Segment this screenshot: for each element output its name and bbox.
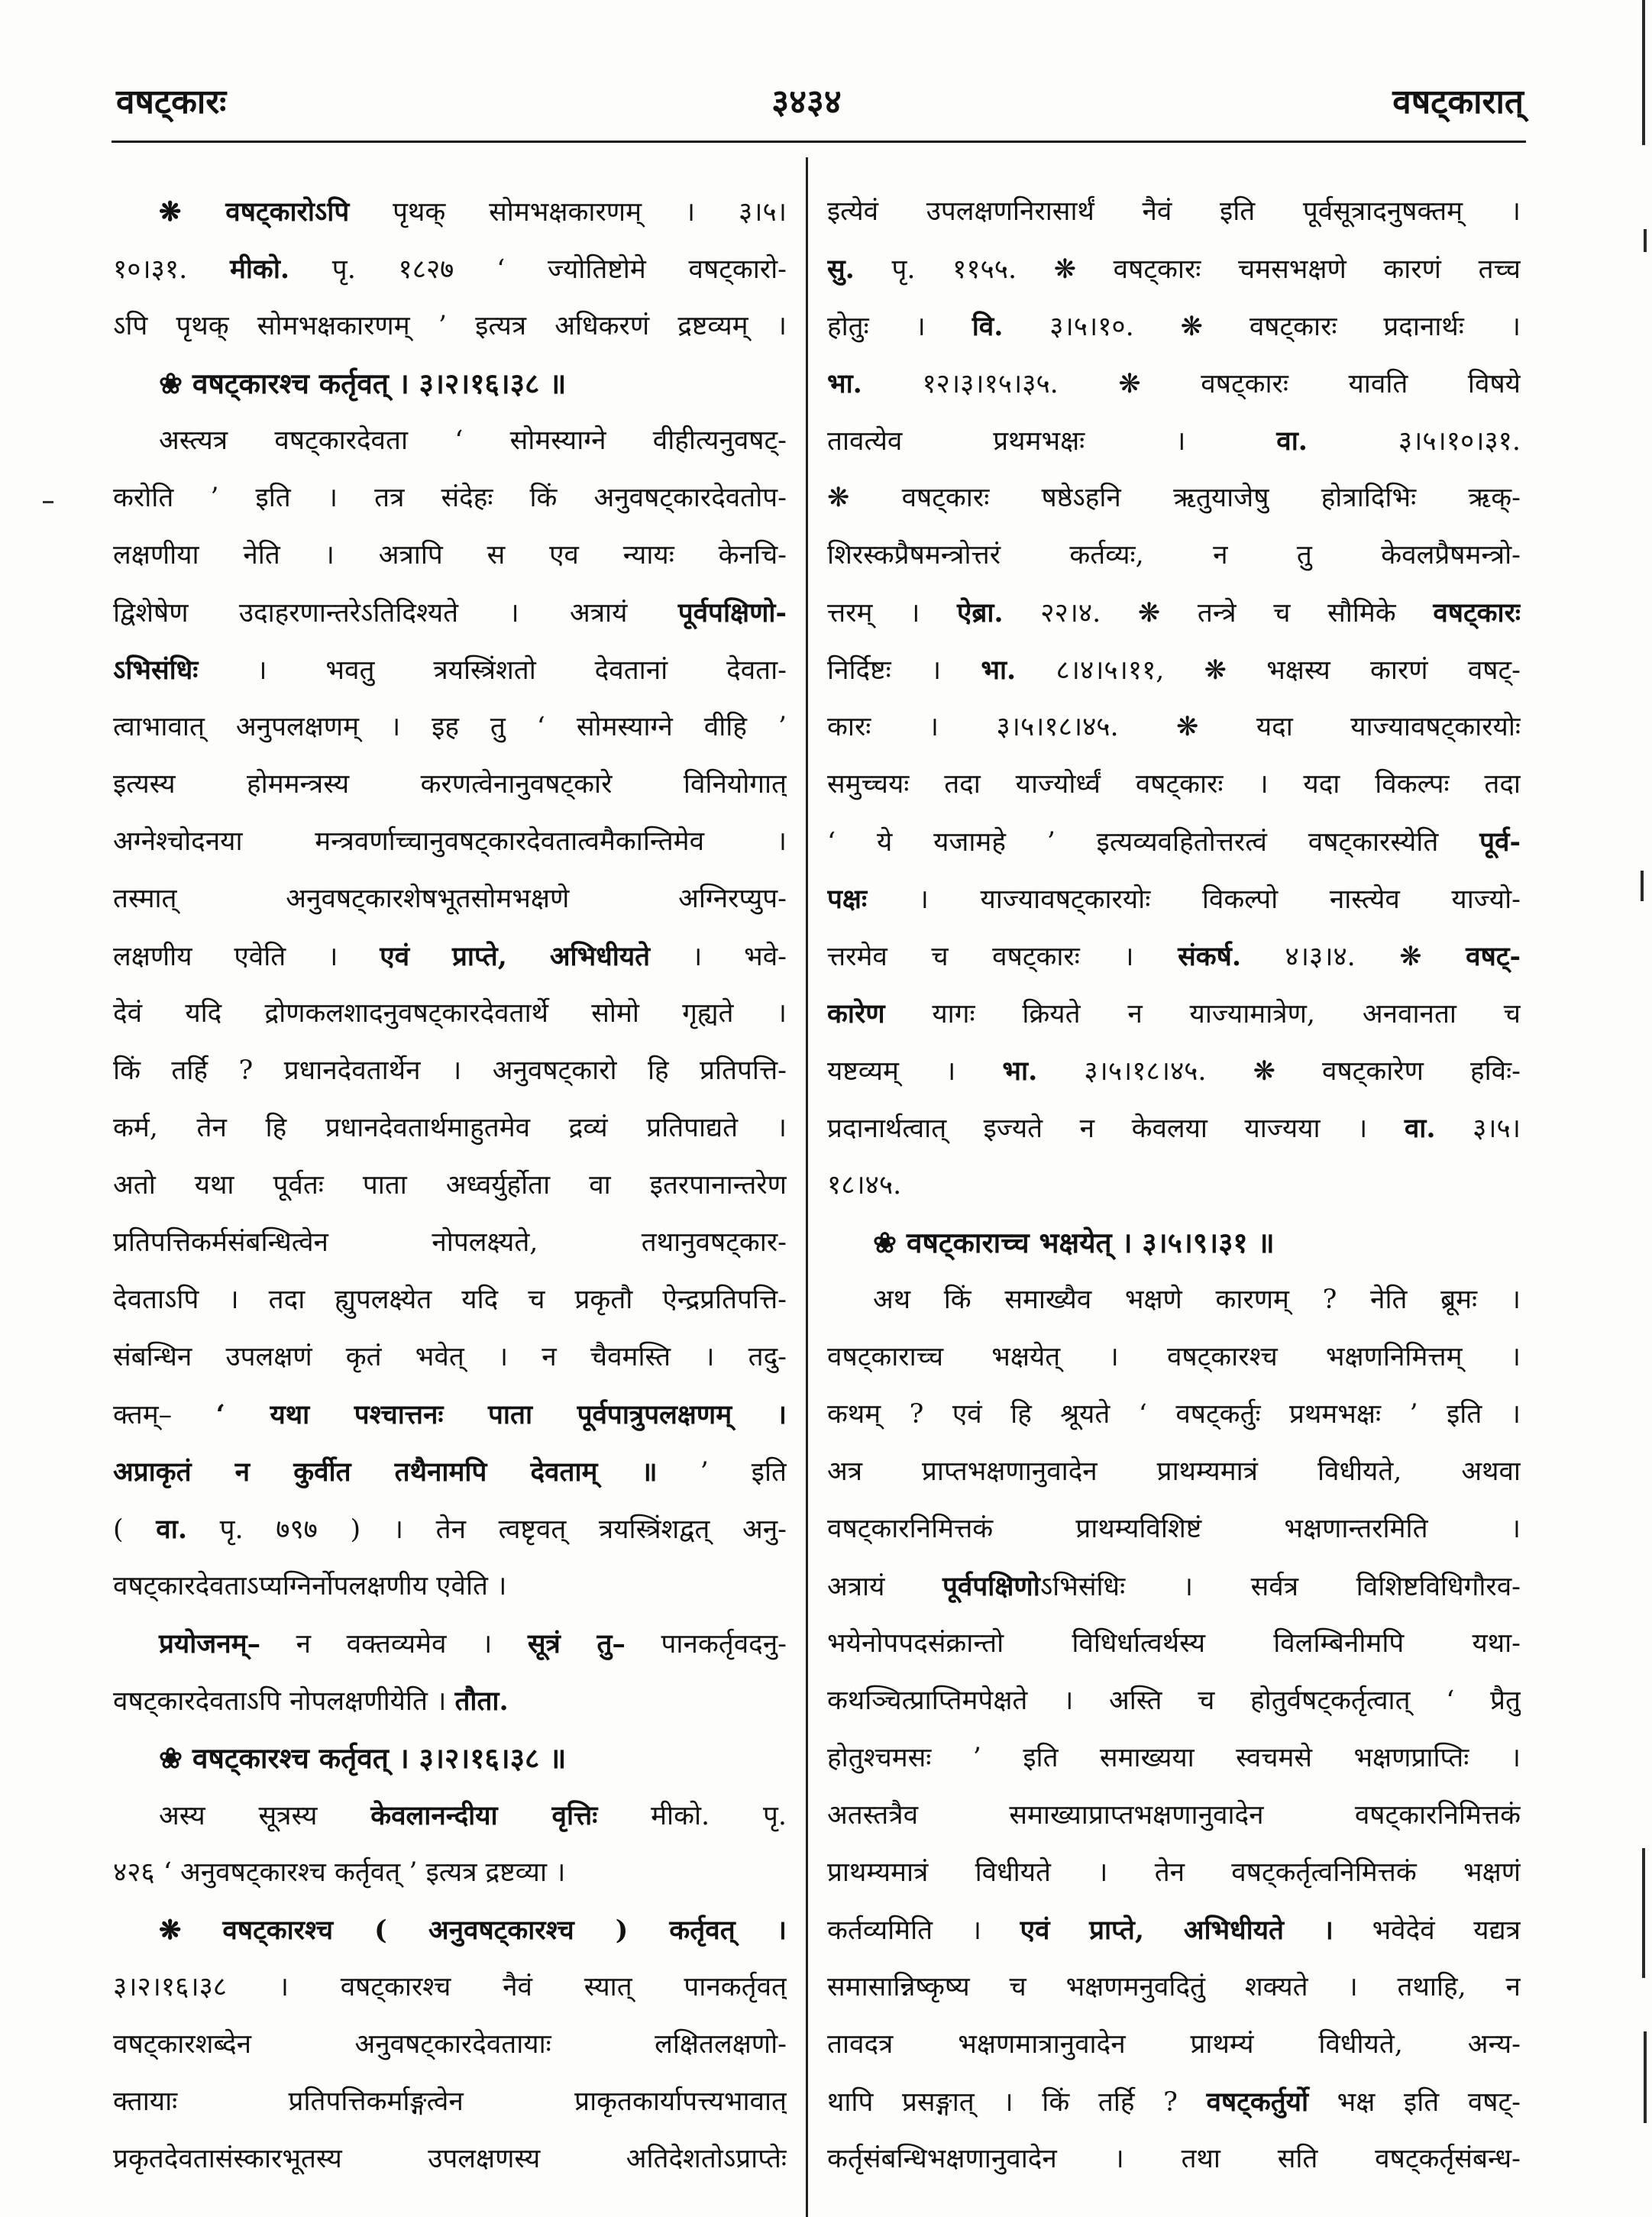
text-run: संबन्धिन उपलक्षणं कृतं भवेत् । न चैवमस्ति । तदु- xyxy=(113,1342,787,1372)
text-run: पृ. १८२७ ‘ ज्योतिष्टोमे वषट्कारो- xyxy=(289,254,787,285)
text-run: वषट्कारनिमित्तकं प्राथम्यविशिष्टं भक्षणान्तरमिति । xyxy=(827,1514,1521,1544)
scan-edge-mark xyxy=(1641,871,1644,901)
text-line xyxy=(113,1214,787,1272)
scan-edge-mark xyxy=(1642,1848,1645,1978)
bold-text-run: ❀ वषट्कारश्च कर्तृवत् । ३।२।१६।३८ ॥ xyxy=(159,1741,567,1775)
text-line xyxy=(113,2073,787,2131)
text-line xyxy=(113,1959,787,2016)
text-run: ऽपि पृथक् सोमभक्षकारणम् ’ इत्यत्र अधिकरणं द्रष्टव्यम् । xyxy=(113,311,787,341)
text-line xyxy=(113,1615,787,1672)
text-line xyxy=(827,1329,1521,1386)
text-run: न वक्तव्यमेव । xyxy=(260,1629,528,1660)
text-run: समुच्चयः तदा याज्योर्ध्वं वषट्कारः । यदा विकल्पः तदा xyxy=(827,769,1521,800)
text-line xyxy=(827,985,1521,1042)
text-line xyxy=(827,1615,1521,1672)
header-rule xyxy=(112,141,1526,143)
text-run: मीको. पृ. xyxy=(597,1801,787,1831)
text-run: करोति ’ इति । तत्र संदेहः किं अनुवषट्कारदेवतोप- xyxy=(113,483,787,513)
text-line xyxy=(113,183,787,241)
text-run: पृ. ११५५. ❋ वषट्कारः चमसभक्षणे कारणं तच्च xyxy=(854,254,1521,285)
text-line xyxy=(113,2016,787,2073)
text-line xyxy=(827,2131,1521,2188)
text-run: अथ किं समाख्यैव भक्षणे कारणम् ? नेति ब्रूमः । xyxy=(873,1285,1521,1315)
text-run: देवताऽपि । तदा ह्युपलक्ष्येत यदि च प्रकृतौ ऐन्द्रप्रतिपत्ति- xyxy=(113,1285,787,1315)
text-run: निर्दिष्टः । xyxy=(827,655,981,686)
text-run: ❋ वषट्कारः षष्ठेऽहनि ऋतुयाजेषु होत्रादिभिः ऋक्- xyxy=(827,483,1521,513)
text-line xyxy=(113,813,787,871)
bold-text-run: वा. xyxy=(1404,1113,1436,1144)
text-line xyxy=(827,2073,1521,2131)
text-run: कथम् ? एवं हि श्रूयते ‘ वषट्कर्तुः प्रथमभक्षः ’ इति । xyxy=(827,1399,1521,1430)
text-line xyxy=(827,412,1521,470)
text-run: इत्येवं उपलक्षणनिरासार्थं नैवं इति पूर्वसूत्रादनुषक्तम् । xyxy=(827,196,1521,227)
bold-text-run: सूत्रं तु– xyxy=(527,1628,626,1660)
text-run: १८।४५. xyxy=(827,1170,902,1201)
bold-text-run: पूर्वपक्षिणो- xyxy=(677,597,787,629)
text-run: ’ इति xyxy=(657,1457,787,1488)
text-run: ३।५।१०।३१. xyxy=(1308,426,1521,457)
text-run: लक्षणीय एवेति । xyxy=(113,942,380,972)
bold-text-run: ❀ वषट्काराच्च भक्षयेत् । ३।५।९।३१ ॥ xyxy=(873,1226,1275,1259)
text-run: होतुश्चमसः ’ इति समाख्यया स्वचमसे भक्षणप्राप्तिः । xyxy=(827,1743,1521,1773)
text-line xyxy=(113,642,787,699)
text-line xyxy=(113,470,787,527)
text-run: शिरस्कप्रैषमन्त्रोत्तरं कर्तव्यः, न तु केवलप्रैषमन्त्रो- xyxy=(827,540,1521,570)
bold-text-run: ❋ वषट्कारोऽपि xyxy=(159,196,350,228)
text-line xyxy=(113,527,787,584)
text-line xyxy=(827,1672,1521,1730)
text-line xyxy=(827,1844,1521,1902)
bold-text-run: प्रयोजनम्– xyxy=(159,1628,261,1660)
text-run: कथञ्चित्प्राप्तिमपेक्षते । अस्ति च होतुर्वषट्कर्तृत्वात् ‘ प्रैतु xyxy=(827,1685,1521,1716)
bold-text-run: वा. xyxy=(156,1514,188,1545)
text-run: प्रकृतदेवतासंस्कारभूतस्य उपलक्षणस्य अतिदेशतोऽप्राप्तेः xyxy=(113,2144,787,2174)
text-line xyxy=(827,1100,1521,1157)
bold-text-run: वा. xyxy=(1276,425,1308,457)
text-run: वषट्कारशब्देन अनुवषट्कारदेवतायाः लक्षितलक्षणो- xyxy=(113,2029,787,2060)
text-run: क्तम्– xyxy=(113,1400,216,1430)
bold-text-run: ❋ वषट्कारश्च ( अनुवषट्कारश्च ) कर्तृवत् । xyxy=(159,1915,787,1946)
text-run: कर्तव्यमिति । xyxy=(827,1915,1020,1946)
text-line xyxy=(827,1386,1521,1443)
text-run: भयेनोपपदसंक्रान्तो विधिर्धात्वर्थस्य विलम्बिनीमपि यथा- xyxy=(827,1628,1521,1659)
text-line xyxy=(827,298,1521,355)
text-run: अत्र प्राप्तभक्षणानुवादेन प्राथम्यमात्रं विधीयते, अथवा xyxy=(827,1456,1521,1487)
text-line xyxy=(113,1157,787,1214)
text-run: अग्नेश्चोदनया मन्त्रवर्णाच्चानुवषट्कारदेवतात्वमैकान्तिमेव । xyxy=(113,826,787,857)
text-line xyxy=(113,1844,787,1902)
text-line xyxy=(827,1272,1521,1329)
text-run: । भवे- xyxy=(650,942,787,972)
text-run: । याज्यावषट्कारयोः विकल्पो नास्त्येव याज्यो- xyxy=(867,884,1521,915)
text-run: अतस्तत्रैव समाख्याप्राप्तभक्षणानुवादेन वषट्कारनिमित्तकं xyxy=(827,1800,1521,1831)
margin-mark xyxy=(43,501,53,503)
text-run: भक्ष इति वषट्- xyxy=(1308,2087,1521,2118)
text-line xyxy=(113,985,787,1042)
left-column xyxy=(113,183,787,2199)
text-run: तावत्येव प्रथमभक्षः । xyxy=(827,426,1277,457)
text-run: तस्मात् अनुवषट्कारशेषभूतसोमभक्षणे अग्निरप्युप- xyxy=(113,884,787,914)
text-run: अतो यथा पूर्वतः पाता अध्वर्युर्होता वा इतरपानान्तरेण xyxy=(113,1170,787,1201)
bold-text-run: केवलानन्दीया वृत्तिः xyxy=(370,1800,598,1831)
bold-text-run: मीको. xyxy=(229,254,290,285)
text-line xyxy=(113,1787,787,1844)
bold-text-run: भा. xyxy=(981,654,1017,686)
text-run: वषट्कारदेवताऽप्यग्निर्नोपलक्षणीय एवेति । xyxy=(113,1571,507,1601)
bold-text-run: भा. xyxy=(827,368,862,399)
sutra-heading-line xyxy=(827,1214,1521,1272)
text-run: ४।३।४. ❋ xyxy=(1241,942,1466,972)
bold-text-run: वषट्कारः xyxy=(1433,597,1521,629)
page-number: ३४३४ xyxy=(771,82,842,121)
text-run: भवेदेवं यद्यत्र xyxy=(1333,1915,1521,1946)
text-run: ३।५।१०. ❋ वषट्कारः प्रदानार्थः । xyxy=(1003,312,1521,342)
text-line xyxy=(113,699,787,756)
text-line xyxy=(827,355,1521,412)
bold-text-run: वि. xyxy=(971,311,1004,342)
text-run: वषट्काराच्च भक्षयेत् । वषट्कारश्च भक्षणनिमित्तम् । xyxy=(827,1342,1521,1372)
text-line xyxy=(113,412,787,470)
bold-text-run: वषट्कर्तुर्यो xyxy=(1206,2086,1309,2118)
text-line xyxy=(827,1730,1521,1787)
text-line xyxy=(113,1443,787,1501)
bold-text-run: अप्राकृतं न कुर्वीत तथैनामपि देवताम् ॥ xyxy=(113,1456,658,1488)
bold-text-run: ❀ वषट्कारश्च कर्तृवत् । ३।२।१६।३८ ॥ xyxy=(159,367,567,400)
bold-text-run: एवं प्राप्ते, अभिधीयते । xyxy=(1020,1915,1334,1946)
text-line xyxy=(113,871,787,928)
text-line xyxy=(113,1902,787,1959)
text-line xyxy=(827,699,1521,756)
text-run: कर्म, तेन हि प्रधानदेवतार्थमाहुतमेव द्रव्यं प्रतिपाद्यते । xyxy=(113,1113,787,1143)
text-line xyxy=(113,928,787,985)
sutra-heading-line xyxy=(113,1730,787,1787)
text-line xyxy=(827,241,1521,298)
text-line xyxy=(113,584,787,642)
text-line xyxy=(827,1443,1521,1501)
text-line xyxy=(827,527,1521,584)
text-line xyxy=(827,584,1521,642)
text-run: ३।५।१८।४५. ❋ वषट्कारेण हविः- xyxy=(1037,1056,1521,1087)
text-run: प्रतिपत्तिकर्मसंबन्धित्वेन नोपलक्ष्यते, तथानुवषट्कार- xyxy=(113,1227,787,1258)
bold-text-run: ऐब्रा. xyxy=(957,597,1004,629)
column-divider xyxy=(806,157,808,2217)
text-line xyxy=(113,1501,787,1558)
text-line xyxy=(827,1042,1521,1100)
text-run: अस्त्यत्र वषट्कारदेवता ‘ सोमस्याग्ने वीहीत्यनुवषट्- xyxy=(159,425,787,456)
text-run: क्तायाः प्रतिपत्तिकर्माङ्गत्वेन प्राकृतकार्यापत्त्यभावात् xyxy=(113,2086,787,2117)
text-run: कारः । ३।५।१८।४५. ❋ यदा याज्यावषट्कारयोः xyxy=(827,712,1521,742)
text-run: द्विशेषेण उदाहरणान्तरेऽतिदिश्यते । अत्रायं xyxy=(113,598,678,629)
text-run: इत्यस्य होममन्त्रस्य करणत्वेनानुवषट्कारे विनियोगात् xyxy=(113,769,787,800)
text-run: तावदत्र भक्षणमात्रानुवादेन प्राथम्यं विधीयते, अन्य- xyxy=(827,2029,1521,2060)
text-run: ( xyxy=(113,1514,157,1545)
text-line xyxy=(827,470,1521,527)
bold-text-run: पक्षः xyxy=(827,884,868,915)
text-line xyxy=(827,871,1521,928)
text-line xyxy=(113,1329,787,1386)
scan-edge-mark xyxy=(1644,2031,1647,2123)
text-run: त्वाभावात् अनुपलक्षणम् । इह तु ‘ सोमस्याग्ने वीहि ’ xyxy=(113,712,787,742)
text-run: । भवतु त्रयस्त्रिंशतो देवतानां देवता- xyxy=(198,655,787,686)
bold-text-run: ऽभिसंधिः xyxy=(113,654,199,686)
text-run: प्राथम्यमात्रं विधीयते । तेन वषट्कर्तृत्वनिमित्तकं भक्षणं xyxy=(827,1857,1521,1888)
text-line xyxy=(827,1558,1521,1615)
text-line xyxy=(113,756,787,813)
text-run: समासान्निष्कृष्य च भक्षणमनुवदितुं शक्यते । तथाहि, न xyxy=(827,1972,1521,2002)
text-run: १२।३।१५।३५. ❋ वषट्कारः यावति विषये xyxy=(862,369,1521,399)
header-left-headword: वषट्कारः xyxy=(116,82,227,121)
text-line xyxy=(113,2131,787,2188)
bold-text-run: संकर्ष. xyxy=(1178,941,1242,972)
text-line xyxy=(827,642,1521,699)
right-column xyxy=(827,183,1521,2199)
text-run: २२।४. ❋ तन्त्रे च सौमिके xyxy=(1003,598,1434,629)
scan-edge-mark xyxy=(1644,229,1647,252)
text-line xyxy=(113,241,787,298)
text-run: प्रदानार्थत्वात् इज्यते न केवलया याज्यया । xyxy=(827,1113,1405,1144)
text-run: ३।५। xyxy=(1435,1113,1521,1144)
text-run: अत्रायं xyxy=(827,1572,943,1602)
text-run: किं तर्हि ? प्रधानदेवतार्थेन । अनुवषट्कारो हि प्रतिपत्ति- xyxy=(113,1055,787,1086)
text-run: लक्षणीया नेति । अत्रापि स एव न्यायः केनचि- xyxy=(113,540,787,570)
bold-text-run: एवं प्राप्ते, अभिधीयते xyxy=(380,941,651,972)
text-run: ‘ ये यजामहे ’ इत्यव्यवहितोत्तरत्वं वषट्कारस्येति xyxy=(827,827,1480,858)
text-run: पानकर्तृवदनु- xyxy=(625,1629,787,1660)
text-run: ऽभिसंधिः । सर्वत्र विशिष्टविधिगौरव- xyxy=(1039,1572,1521,1602)
text-run: देवं यदि द्रोणकलशादनुवषट्कारदेवतार्थे सोमो गृह्यते । xyxy=(113,998,787,1029)
bold-text-run: कारेण xyxy=(827,998,885,1029)
text-run: होतुः । xyxy=(827,312,972,342)
text-line xyxy=(113,298,787,355)
header-right-headword: वषट्कारात् xyxy=(1392,82,1524,121)
bold-text-run: पूर्व- xyxy=(1479,826,1521,858)
text-run: वषट्कारदेवताऽपि नोपलक्षणीयेति । xyxy=(113,1686,455,1717)
bold-text-run: भा. xyxy=(1002,1055,1038,1087)
bold-text-run: वषट्- xyxy=(1466,941,1521,972)
text-run: त्तरम् । xyxy=(827,598,958,629)
scan-edge-mark xyxy=(1642,0,1645,145)
text-run: ८।४।५।११, ❋ भक्षस्य कारणं वषट्- xyxy=(1016,655,1521,686)
text-line xyxy=(827,1959,1521,2016)
text-run: यागः क्रियते न याज्यामात्रेण, अनवानता च xyxy=(884,999,1521,1029)
text-line xyxy=(113,1386,787,1443)
text-line xyxy=(827,1787,1521,1844)
bold-text-run: पूर्वपक्षिणो xyxy=(942,1571,1040,1602)
text-line xyxy=(827,1157,1521,1214)
text-run: यष्टव्यम् । xyxy=(827,1056,1003,1087)
text-line xyxy=(113,1672,787,1730)
text-line xyxy=(827,1902,1521,1959)
bold-text-run: ‘ यथा पश्चात्तनः पाता पूर्वपात्रुपलक्षणम् । xyxy=(215,1399,787,1430)
text-line xyxy=(113,1100,787,1157)
text-line xyxy=(113,1042,787,1100)
text-run: पृ. ७९७ ) । तेन त्वष्टृवत् त्रयस्त्रिंशद्वत् अनु- xyxy=(187,1514,787,1545)
bold-text-run: सु. xyxy=(827,254,855,285)
text-run: १०।३१. xyxy=(113,254,230,285)
text-line xyxy=(827,1501,1521,1558)
text-line xyxy=(827,756,1521,813)
text-line xyxy=(827,928,1521,985)
sutra-heading-line xyxy=(113,355,787,412)
text-line xyxy=(827,813,1521,871)
text-run: ३।२।१६।३८ । वषट्कारश्च नैवं स्यात् पानकर्तृवत् xyxy=(113,1972,787,2002)
text-run: अस्य सूत्रस्य xyxy=(159,1801,371,1831)
text-run: ४२६ ‘ अनुवषट्कारश्च कर्तृवत् ’ इत्यत्र द्रष्टव्या । xyxy=(113,1857,566,1888)
text-line xyxy=(113,1558,787,1615)
text-line xyxy=(827,2016,1521,2073)
text-run: पृथक् सोमभक्षकारणम् । ३।५। xyxy=(349,197,787,228)
text-run: कर्तृसंबन्धिभक्षणानुवादेन । तथा सति वषट्कर्तृसंबन्ध- xyxy=(827,2144,1521,2174)
text-line xyxy=(113,1272,787,1329)
text-line xyxy=(827,183,1521,241)
text-run: थापि प्रसङ्गात् । किं तर्हि ? xyxy=(827,2087,1207,2118)
bold-text-run: तौता. xyxy=(454,1685,509,1717)
text-run: त्तरमेव च वषट्कारः । xyxy=(827,942,1178,972)
